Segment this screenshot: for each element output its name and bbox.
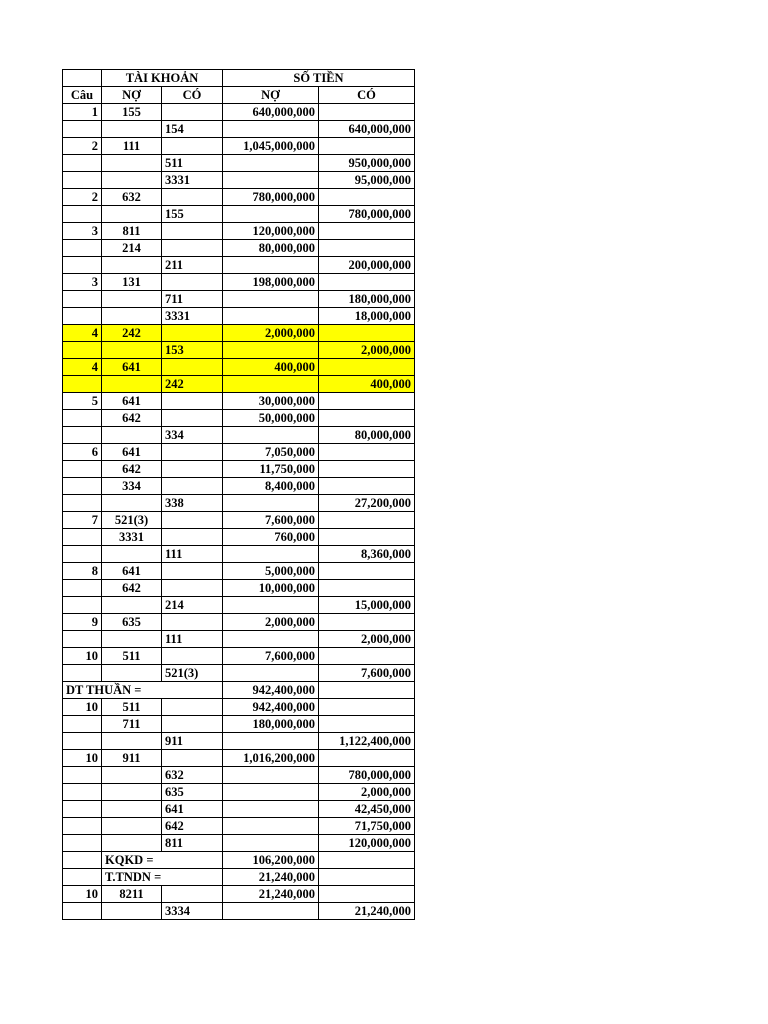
debit-amount-cell [223, 835, 319, 852]
table-row [63, 308, 415, 325]
credit-account-cell [162, 325, 223, 342]
table-row [63, 138, 415, 155]
header-row-top [63, 70, 415, 87]
cau-cell: 10 [63, 886, 102, 903]
debit-account-cell: 711 [102, 716, 162, 733]
cau-cell: 8 [63, 563, 102, 580]
table-row [63, 240, 415, 257]
debit-amount-cell [223, 665, 319, 682]
cau-cell [63, 818, 102, 835]
credit-amount-cell: 200,000,000 [319, 257, 415, 274]
credit-account-cell [162, 886, 223, 903]
cau-cell [63, 342, 102, 359]
cau-cell [63, 852, 102, 869]
cau-cell [63, 546, 102, 563]
debit-amount-cell: 942,400,000 [223, 682, 319, 699]
credit-account-cell: 511 [162, 155, 223, 172]
credit-account-cell: 3331 [162, 308, 223, 325]
debit-account-cell [102, 257, 162, 274]
header-empty-cell [63, 70, 102, 87]
table-row [63, 172, 415, 189]
table-row [63, 869, 415, 886]
debit-amount-cell: 5,000,000 [223, 563, 319, 580]
credit-amount-cell: 18,000,000 [319, 308, 415, 325]
debit-account-cell [102, 903, 162, 920]
credit-amount-cell [319, 716, 415, 733]
table-row [63, 886, 415, 903]
credit-account-cell: 632 [162, 767, 223, 784]
debit-amount-cell [223, 291, 319, 308]
debit-account-cell [102, 342, 162, 359]
credit-account-cell [162, 444, 223, 461]
cau-cell [63, 206, 102, 223]
table-row [63, 835, 415, 852]
ledger-body [63, 104, 415, 920]
credit-amount-cell [319, 223, 415, 240]
cau-cell [63, 291, 102, 308]
credit-amount-cell: 80,000,000 [319, 427, 415, 444]
debit-account-cell [102, 546, 162, 563]
credit-account-cell [162, 580, 223, 597]
debit-amount-cell [223, 121, 319, 138]
debit-account-cell [102, 818, 162, 835]
debit-account-cell: 155 [102, 104, 162, 121]
cau-cell: 4 [63, 359, 102, 376]
credit-account-cell: 338 [162, 495, 223, 512]
cau-cell [63, 597, 102, 614]
credit-amount-cell [319, 512, 415, 529]
table-row [63, 461, 415, 478]
credit-amount-cell: 780,000,000 [319, 206, 415, 223]
credit-amount-cell: 95,000,000 [319, 172, 415, 189]
debit-amount-cell [223, 376, 319, 393]
cau-cell [63, 155, 102, 172]
credit-amount-cell [319, 682, 415, 699]
credit-amount-cell: 7,600,000 [319, 665, 415, 682]
cau-cell [63, 308, 102, 325]
credit-account-cell: 154 [162, 121, 223, 138]
cau-cell [63, 580, 102, 597]
table-row [63, 291, 415, 308]
debit-account-cell: 521(3) [102, 512, 162, 529]
table-row [63, 223, 415, 240]
debit-amount-cell: 180,000,000 [223, 716, 319, 733]
credit-account-cell: 642 [162, 818, 223, 835]
table-row [63, 410, 415, 427]
credit-account-cell [162, 189, 223, 206]
credit-amount-cell: 8,360,000 [319, 546, 415, 563]
table-row [63, 529, 415, 546]
credit-account-cell [162, 614, 223, 631]
header-tai-khoan: TÀI KHOẢN [102, 70, 223, 87]
credit-amount-cell [319, 563, 415, 580]
credit-account-cell: 153 [162, 342, 223, 359]
table-row [63, 512, 415, 529]
debit-amount-cell [223, 308, 319, 325]
table-row [63, 716, 415, 733]
debit-amount-cell: 10,000,000 [223, 580, 319, 597]
debit-amount-cell: 942,400,000 [223, 699, 319, 716]
summary-label: T.TNDN = [102, 869, 223, 886]
credit-amount-cell [319, 529, 415, 546]
debit-account-cell: 131 [102, 274, 162, 291]
table-row [63, 444, 415, 461]
table-row [63, 665, 415, 682]
credit-account-cell: 911 [162, 733, 223, 750]
debit-account-cell [102, 206, 162, 223]
credit-amount-cell: 15,000,000 [319, 597, 415, 614]
table-row [63, 597, 415, 614]
table-row [63, 274, 415, 291]
header-co-amount: CÓ [319, 87, 415, 104]
table-row [63, 257, 415, 274]
debit-amount-cell: 1,016,200,000 [223, 750, 319, 767]
credit-amount-cell [319, 138, 415, 155]
credit-account-cell [162, 393, 223, 410]
credit-account-cell: 214 [162, 597, 223, 614]
debit-account-cell [102, 172, 162, 189]
debit-amount-cell: 7,600,000 [223, 648, 319, 665]
cau-cell [63, 835, 102, 852]
credit-account-cell: 3334 [162, 903, 223, 920]
credit-account-cell: 3331 [162, 172, 223, 189]
debit-amount-cell: 30,000,000 [223, 393, 319, 410]
cau-cell: 5 [63, 393, 102, 410]
credit-amount-cell [319, 478, 415, 495]
debit-account-cell: 3331 [102, 529, 162, 546]
header-no-account: NỢ [102, 87, 162, 104]
debit-amount-cell [223, 784, 319, 801]
header-row-sub [63, 87, 415, 104]
header-cau: Câu [63, 87, 102, 104]
credit-amount-cell [319, 580, 415, 597]
credit-amount-cell [319, 461, 415, 478]
cau-cell [63, 410, 102, 427]
table-row [63, 614, 415, 631]
debit-amount-cell: 2,000,000 [223, 325, 319, 342]
credit-account-cell [162, 699, 223, 716]
credit-amount-cell [319, 444, 415, 461]
table-row [63, 104, 415, 121]
table-row [63, 495, 415, 512]
credit-amount-cell [319, 325, 415, 342]
debit-amount-cell: 11,750,000 [223, 461, 319, 478]
table-row [63, 699, 415, 716]
debit-amount-cell: 780,000,000 [223, 189, 319, 206]
debit-amount-cell [223, 172, 319, 189]
table-row [63, 733, 415, 750]
debit-account-cell [102, 767, 162, 784]
debit-account-cell: 111 [102, 138, 162, 155]
debit-account-cell [102, 801, 162, 818]
credit-amount-cell [319, 189, 415, 206]
debit-amount-cell: 7,050,000 [223, 444, 319, 461]
credit-amount-cell: 1,122,400,000 [319, 733, 415, 750]
debit-account-cell [102, 597, 162, 614]
header-no-amount: NỢ [223, 87, 319, 104]
credit-amount-cell [319, 614, 415, 631]
debit-account-cell: 641 [102, 563, 162, 580]
debit-account-cell: 642 [102, 580, 162, 597]
credit-account-cell: 211 [162, 257, 223, 274]
cau-cell [63, 427, 102, 444]
table-row [63, 563, 415, 580]
credit-account-cell [162, 648, 223, 665]
cau-cell: 2 [63, 138, 102, 155]
cau-cell [63, 801, 102, 818]
cau-cell [63, 461, 102, 478]
table-row [63, 206, 415, 223]
debit-account-cell: 641 [102, 393, 162, 410]
cau-cell: 6 [63, 444, 102, 461]
debit-account-cell [102, 495, 162, 512]
debit-amount-cell [223, 495, 319, 512]
credit-account-cell: 155 [162, 206, 223, 223]
table-row [63, 478, 415, 495]
credit-account-cell [162, 529, 223, 546]
debit-amount-cell [223, 801, 319, 818]
credit-amount-cell: 2,000,000 [319, 631, 415, 648]
cau-cell [63, 257, 102, 274]
credit-amount-cell [319, 886, 415, 903]
debit-amount-cell: 21,240,000 [223, 869, 319, 886]
debit-account-cell [102, 155, 162, 172]
table-row [63, 580, 415, 597]
credit-account-cell: 711 [162, 291, 223, 308]
header-so-tien: SỐ TIỀN [223, 70, 415, 87]
debit-account-cell [102, 121, 162, 138]
credit-account-cell: 242 [162, 376, 223, 393]
credit-account-cell [162, 563, 223, 580]
credit-account-cell [162, 223, 223, 240]
debit-amount-cell: 640,000,000 [223, 104, 319, 121]
debit-account-cell: 511 [102, 648, 162, 665]
debit-amount-cell: 760,000 [223, 529, 319, 546]
debit-amount-cell [223, 597, 319, 614]
credit-amount-cell [319, 648, 415, 665]
debit-account-cell: 642 [102, 461, 162, 478]
cau-cell [63, 121, 102, 138]
header-co-account: CÓ [162, 87, 223, 104]
credit-account-cell: 111 [162, 631, 223, 648]
debit-account-cell: 811 [102, 223, 162, 240]
table-row [63, 750, 415, 767]
cau-cell [63, 172, 102, 189]
debit-account-cell [102, 291, 162, 308]
table-row [63, 325, 415, 342]
debit-amount-cell: 1,045,000,000 [223, 138, 319, 155]
debit-account-cell [102, 308, 162, 325]
cau-cell [63, 903, 102, 920]
credit-amount-cell: 42,450,000 [319, 801, 415, 818]
debit-amount-cell: 8,400,000 [223, 478, 319, 495]
table-row [63, 784, 415, 801]
table-row [63, 801, 415, 818]
debit-amount-cell [223, 155, 319, 172]
cau-cell: 3 [63, 223, 102, 240]
credit-account-cell [162, 750, 223, 767]
debit-account-cell: 642 [102, 410, 162, 427]
credit-amount-cell: 950,000,000 [319, 155, 415, 172]
credit-amount-cell [319, 104, 415, 121]
credit-account-cell [162, 512, 223, 529]
cau-cell [63, 376, 102, 393]
credit-amount-cell: 21,240,000 [319, 903, 415, 920]
debit-amount-cell: 120,000,000 [223, 223, 319, 240]
table-row [63, 767, 415, 784]
table-row [63, 682, 415, 699]
debit-account-cell: 911 [102, 750, 162, 767]
cau-cell [63, 665, 102, 682]
credit-amount-cell [319, 852, 415, 869]
debit-account-cell: 8211 [102, 886, 162, 903]
credit-amount-cell [319, 240, 415, 257]
debit-amount-cell: 7,600,000 [223, 512, 319, 529]
credit-amount-cell [319, 869, 415, 886]
credit-account-cell [162, 359, 223, 376]
debit-amount-cell [223, 631, 319, 648]
table-row [63, 189, 415, 206]
table-row [63, 546, 415, 563]
credit-account-cell [162, 240, 223, 257]
table-row [63, 359, 415, 376]
credit-amount-cell: 71,750,000 [319, 818, 415, 835]
credit-account-cell [162, 461, 223, 478]
debit-amount-cell: 50,000,000 [223, 410, 319, 427]
debit-account-cell: 334 [102, 478, 162, 495]
cau-cell [63, 240, 102, 257]
debit-account-cell [102, 733, 162, 750]
table-row [63, 342, 415, 359]
credit-amount-cell: 400,000 [319, 376, 415, 393]
debit-amount-cell: 400,000 [223, 359, 319, 376]
debit-amount-cell: 198,000,000 [223, 274, 319, 291]
table-row [63, 393, 415, 410]
cau-cell: 10 [63, 750, 102, 767]
cau-cell [63, 869, 102, 886]
table-row [63, 852, 415, 869]
credit-account-cell: 635 [162, 784, 223, 801]
cau-cell [63, 529, 102, 546]
debit-amount-cell: 2,000,000 [223, 614, 319, 631]
debit-amount-cell: 106,200,000 [223, 852, 319, 869]
debit-amount-cell: 80,000,000 [223, 240, 319, 257]
debit-amount-cell [223, 903, 319, 920]
debit-account-cell [102, 376, 162, 393]
summary-label: KQKD = [102, 852, 223, 869]
credit-account-cell [162, 410, 223, 427]
cau-cell [63, 495, 102, 512]
debit-account-cell [102, 427, 162, 444]
debit-account-cell [102, 835, 162, 852]
credit-amount-cell [319, 393, 415, 410]
credit-account-cell: 111 [162, 546, 223, 563]
credit-account-cell [162, 104, 223, 121]
cau-cell [63, 733, 102, 750]
cau-cell [63, 478, 102, 495]
debit-account-cell: 641 [102, 359, 162, 376]
debit-account-cell: 641 [102, 444, 162, 461]
credit-amount-cell: 2,000,000 [319, 784, 415, 801]
credit-amount-cell [319, 750, 415, 767]
debit-account-cell: 214 [102, 240, 162, 257]
debit-amount-cell [223, 818, 319, 835]
debit-account-cell: 242 [102, 325, 162, 342]
credit-account-cell: 811 [162, 835, 223, 852]
table-row [63, 648, 415, 665]
debit-account-cell [102, 784, 162, 801]
credit-account-cell: 334 [162, 427, 223, 444]
credit-amount-cell: 780,000,000 [319, 767, 415, 784]
table-row [63, 427, 415, 444]
table-row [63, 121, 415, 138]
table-row [63, 631, 415, 648]
credit-account-cell [162, 716, 223, 733]
debit-account-cell: 511 [102, 699, 162, 716]
credit-amount-cell: 2,000,000 [319, 342, 415, 359]
credit-account-cell [162, 138, 223, 155]
cau-cell [63, 767, 102, 784]
cau-cell: 1 [63, 104, 102, 121]
credit-amount-cell [319, 410, 415, 427]
table-row [63, 155, 415, 172]
debit-amount-cell: 21,240,000 [223, 886, 319, 903]
cau-cell: 7 [63, 512, 102, 529]
debit-account-cell [102, 665, 162, 682]
cau-cell: 3 [63, 274, 102, 291]
debit-amount-cell [223, 733, 319, 750]
table-row [63, 376, 415, 393]
credit-account-cell [162, 478, 223, 495]
credit-amount-cell: 27,200,000 [319, 495, 415, 512]
credit-amount-cell: 120,000,000 [319, 835, 415, 852]
credit-amount-cell [319, 274, 415, 291]
credit-amount-cell: 180,000,000 [319, 291, 415, 308]
debit-amount-cell [223, 546, 319, 563]
cau-cell: 4 [63, 325, 102, 342]
summary-label: DT THUẦN = [63, 682, 223, 699]
credit-amount-cell: 640,000,000 [319, 121, 415, 138]
debit-amount-cell [223, 342, 319, 359]
debit-account-cell: 632 [102, 189, 162, 206]
credit-amount-cell [319, 359, 415, 376]
cau-cell: 10 [63, 648, 102, 665]
credit-account-cell: 521(3) [162, 665, 223, 682]
debit-amount-cell [223, 257, 319, 274]
debit-account-cell: 635 [102, 614, 162, 631]
debit-amount-cell [223, 767, 319, 784]
journal-entry-table [62, 69, 415, 920]
cau-cell: 9 [63, 614, 102, 631]
cau-cell [63, 631, 102, 648]
debit-amount-cell [223, 427, 319, 444]
cau-cell [63, 784, 102, 801]
table-row [63, 818, 415, 835]
cau-cell: 2 [63, 189, 102, 206]
credit-amount-cell [319, 699, 415, 716]
credit-account-cell [162, 274, 223, 291]
credit-account-cell: 641 [162, 801, 223, 818]
cau-cell [63, 716, 102, 733]
cau-cell: 10 [63, 699, 102, 716]
debit-amount-cell [223, 206, 319, 223]
debit-account-cell [102, 631, 162, 648]
table-row [63, 903, 415, 920]
